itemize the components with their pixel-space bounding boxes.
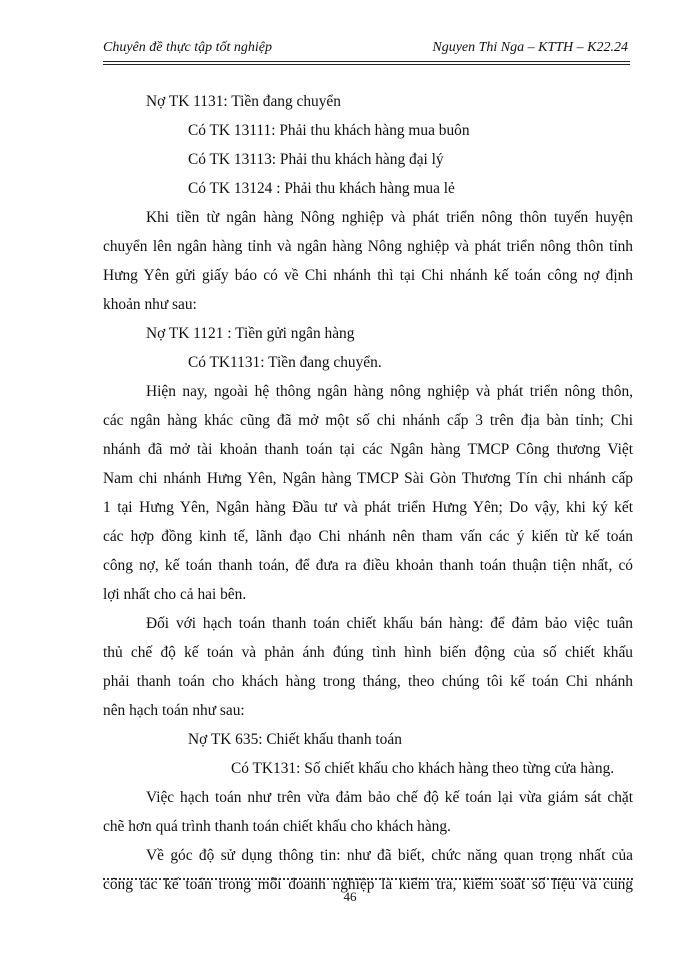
text-line: Việc hạch toán như trên vừa đảm bảo chế độ kế toán lại vừa giám sát chặt	[146, 789, 633, 806]
text-line: thủ chế độ kế toán và phản ánh đúng tình hình biến động của số chiết khấu	[103, 644, 633, 661]
text-line: Có TK 13124 : Phải thu khách hàng mua lẻ	[188, 180, 455, 197]
page-number: 46	[343, 889, 357, 904]
footer-rule	[103, 878, 633, 880]
text-line: Nợ TK 635: Chiết khấu thanh toán	[188, 731, 402, 748]
text-line: nhánh đã mở tài khoản thanh toán tại các Ngân hàng TMCP Công thương Việt	[103, 441, 633, 458]
header-author: Nguyen Thi Nga – KTTH – K22.24	[432, 40, 628, 55]
text-line: công tác kế toán trong mỗi doanh nghiệp là kiểm tra, kiểm soát số liệu và cung	[103, 876, 633, 893]
text-line: khoản như sau:	[103, 296, 197, 313]
text-line: lợi nhất cho cả hai bên.	[103, 586, 247, 603]
text-line: các ngân hàng khác cũng đã mở một số chi nhánh cấp 3 trên địa bàn tỉnh; Chi	[103, 412, 633, 429]
text-line: Về góc độ sử dụng thông tin: như đã biết, chức năng quan trọng nhất của	[146, 847, 633, 864]
text-line: Khi tiền từ ngân hàng Nông nghiệp và phát triển nông thôn tuyến huyện	[146, 209, 633, 226]
text-line: Có TK 13111: Phải thu khách hàng mua buôn	[188, 122, 470, 139]
text-line: Nợ TK 1131: Tiền đang chuyển	[146, 93, 341, 110]
text-line: 1 tại Hưng Yên, Ngân hàng Đầu tư và phát triển Hưng Yên; Do vậy, khi ký kết	[103, 499, 633, 516]
text-line: Hưng Yên gửi giấy báo có về Chi nhánh thì tại Chi nhánh kế toán công nợ định	[103, 267, 633, 284]
text-line: chuyển lên ngân hàng tỉnh và ngân hàng Nông nghiệp và phát triển nông thôn tỉnh	[103, 238, 633, 255]
text-line: chẽ hơn quá trình thanh toán chiết khấu cho khách hàng.	[103, 818, 451, 835]
header-rule	[103, 61, 630, 62]
text-line: phải thanh toán cho khách hàng trong tháng, theo chúng tôi kế toán Chi nhánh	[103, 673, 633, 690]
page-header	[103, 36, 628, 60]
text-line: Nợ TK 1121 : Tiền gửi ngân hàng	[146, 325, 355, 342]
header-rule-double	[103, 64, 630, 65]
text-line: Có TK1131: Tiền đang chuyển.	[188, 354, 382, 371]
text-line: nên hạch toán như sau:	[103, 702, 245, 719]
text-line: Có TK 13113: Phải thu khách hàng đại lý	[188, 151, 444, 168]
text-line: Có TK131: Số chiết khấu cho khách hàng theo từng cửa hàng.	[231, 760, 615, 777]
text-line: các hợp đồng kinh tế, lãnh đạo Chi nhánh nên tham vấn các ý kiến từ kế toán	[103, 528, 633, 545]
text-line: công nợ, kế toán thanh toán, để đưa ra điều khoản thanh toán thuận tiện nhất, có	[103, 557, 633, 574]
text-line: Đối với hạch toán thanh toán chiết khấu bán hàng: để đảm bảo việc tuân	[146, 615, 633, 632]
text-line: Nam chi nhánh Hưng Yên, Ngân hàng TMCP Sài Gòn Thương Tín chi nhánh cấp	[103, 470, 633, 487]
text-line: Hiện nay, ngoài hệ thông ngân hàng nông nghiệp và phát triển nông thôn,	[146, 383, 633, 400]
header-title: Chuyên đề thực tập tốt nghiệp	[103, 40, 272, 55]
